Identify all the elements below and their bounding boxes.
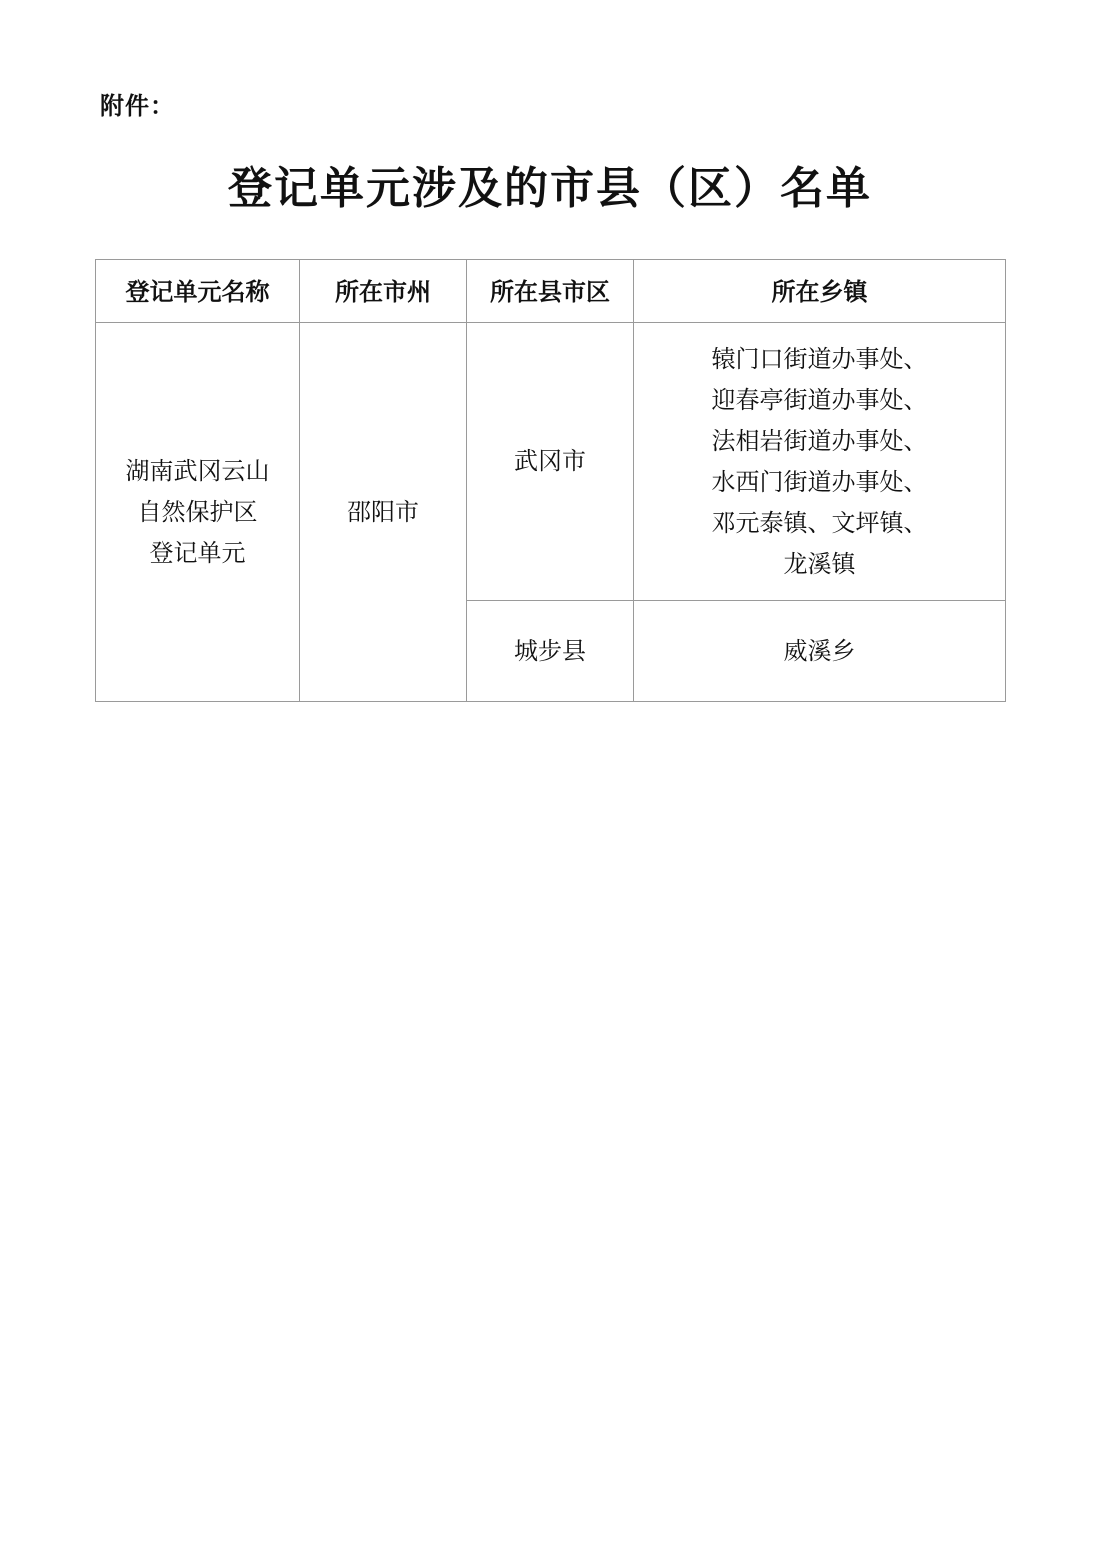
- cell-towns: [634, 323, 1006, 601]
- unit-name-line: 登记单元: [149, 538, 246, 567]
- unit-name-line: 自然保护区: [137, 497, 258, 526]
- header-city: 所在市州: [300, 260, 467, 323]
- header-unit-name: 登记单元名称: [96, 260, 300, 323]
- header-town: 所在乡镇: [634, 260, 1006, 323]
- document-title: 登记单元涉及的市县（区）名单: [228, 163, 872, 214]
- table-row: [96, 323, 1006, 601]
- cell-county: 武冈市: [467, 323, 634, 601]
- town-line: 威溪乡: [783, 636, 856, 665]
- town-line: 邓元泰镇、文坪镇、: [711, 508, 928, 537]
- town-line: 法相岩街道办事处、: [711, 426, 928, 455]
- cell-city: 邵阳市: [300, 323, 467, 702]
- town-line: 辕门口街道办事处、: [711, 344, 928, 373]
- unit-name-line: 湖南武冈云山: [125, 456, 270, 485]
- town-line: 水西门街道办事处、: [711, 467, 928, 496]
- header-county: 所在县市区: [467, 260, 634, 323]
- cell-towns: [634, 601, 1006, 702]
- table-header-row: [96, 260, 1006, 323]
- town-line: 迎春亭街道办事处、: [711, 385, 928, 414]
- registration-unit-table: [95, 259, 1006, 702]
- cell-county: 城步县: [467, 601, 634, 702]
- attachment-label: 附件：: [100, 91, 175, 120]
- town-line: 龙溪镇: [783, 549, 856, 578]
- cell-unit-name: [96, 323, 300, 702]
